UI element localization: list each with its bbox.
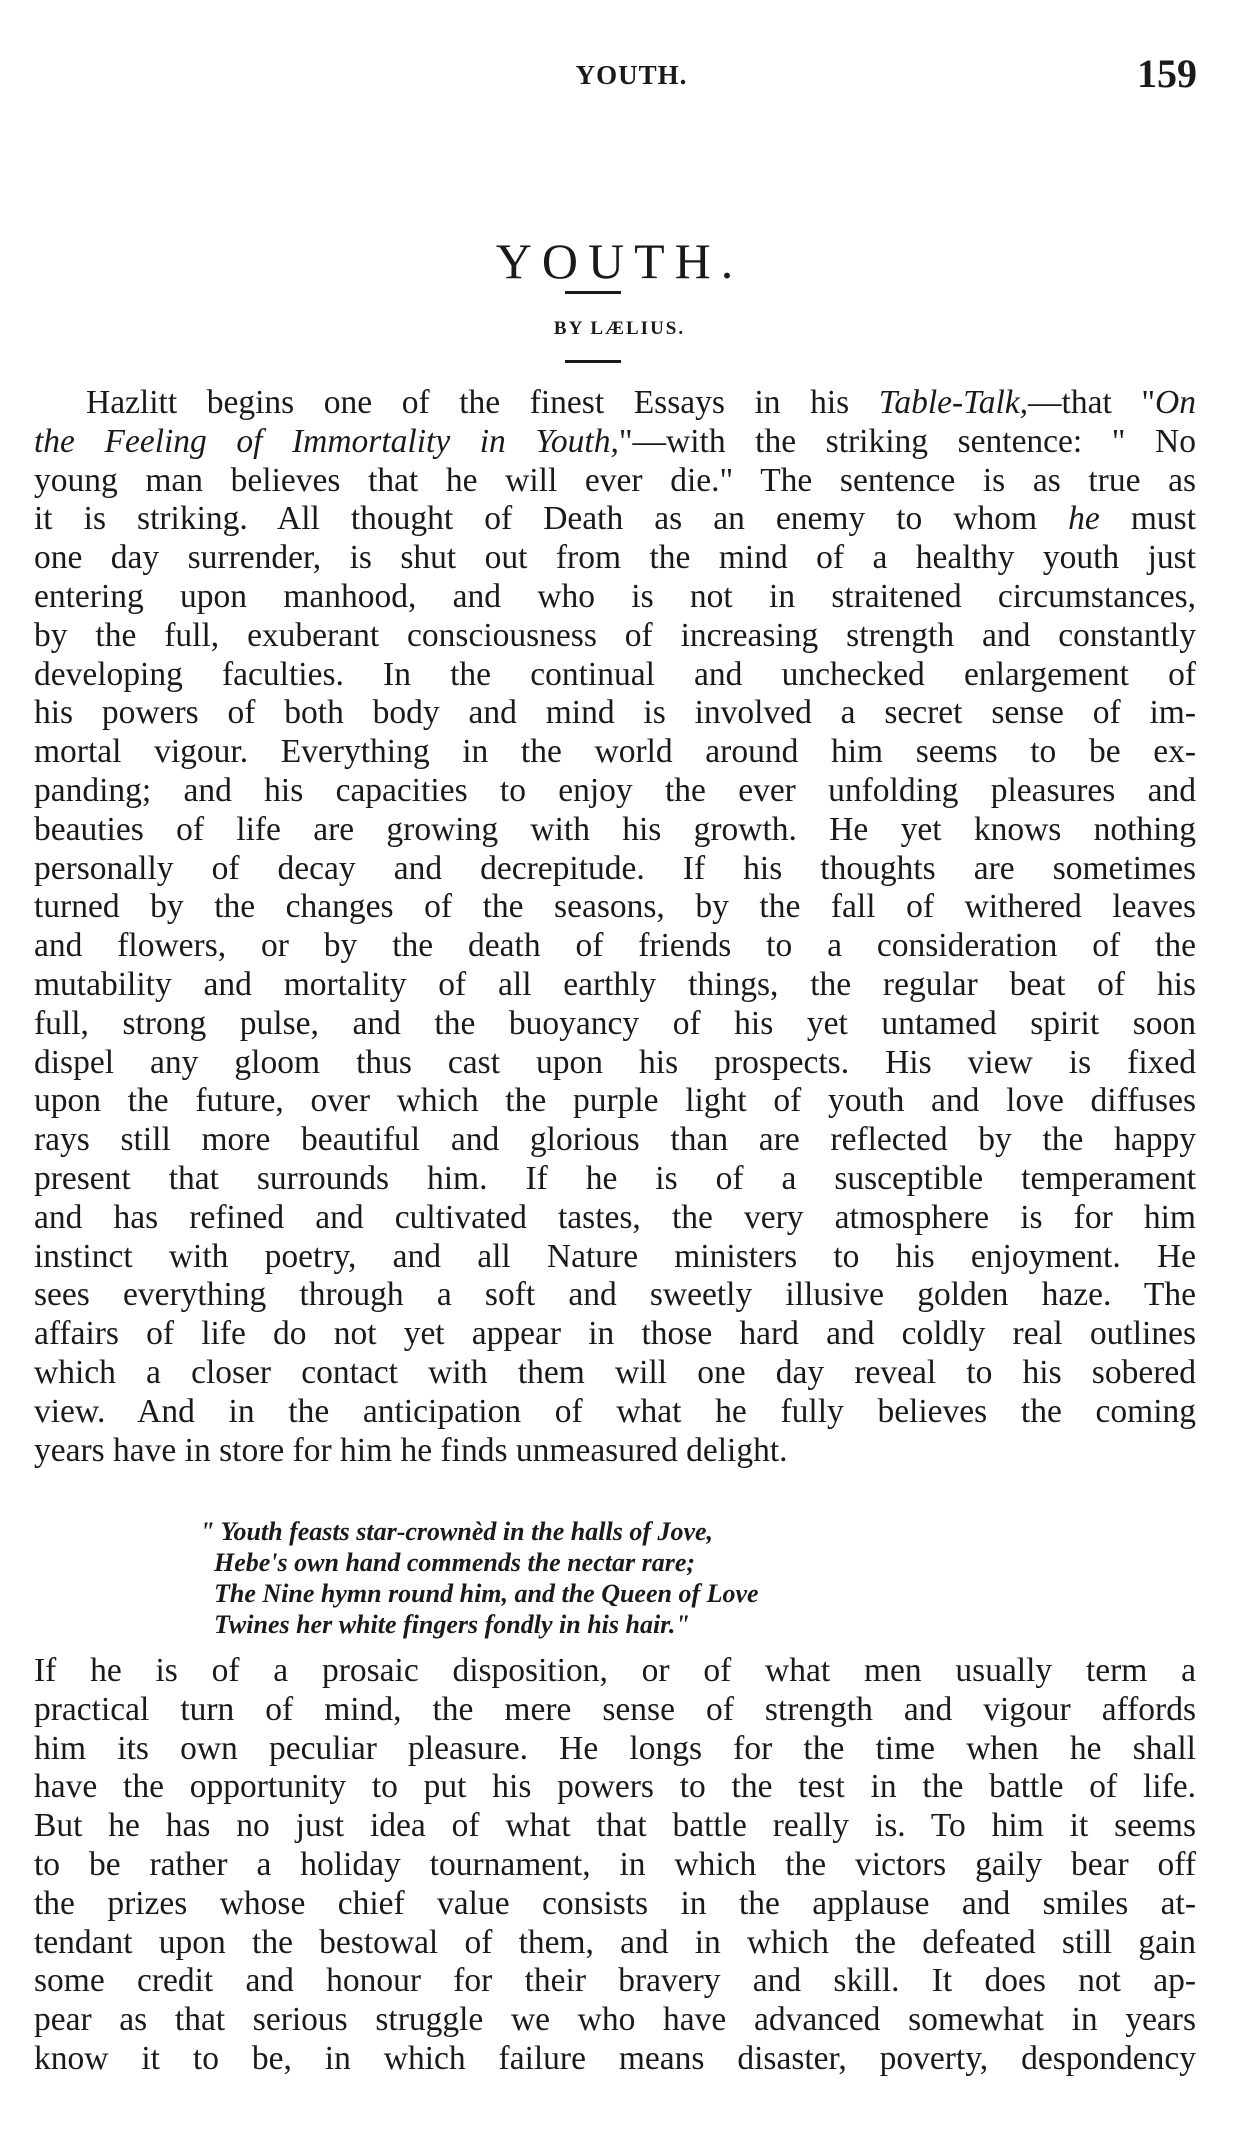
emphasis-italic: he (1068, 500, 1100, 538)
text-line: years have in store for him he finds unmeasured delight. (34, 1431, 788, 1469)
text-line: and flowers, or by the death of friends to a consideration of the (34, 927, 1196, 965)
essay-title-italic: the Feeling of Immortality in Youth, (34, 422, 619, 460)
book-title-italic: Table-Talk, (878, 384, 1029, 421)
text-segment: —that " (1028, 384, 1156, 421)
text-line: view. And in the anticipation of what he fully believes the coming (34, 1392, 1196, 1430)
text-line: pear as that serious struggle we who have advanced somewhat in years (34, 2001, 1196, 2039)
text-segment: Hazlitt begins one of the finest Essays in his (86, 384, 879, 421)
text-line: beauties of life are growing with his growth. He yet knows nothing (34, 810, 1196, 848)
verse-line: Twines her white fingers fondly in his hair." (214, 1610, 690, 1639)
running-head (66, 50, 1197, 100)
text-line: tendant upon the bestowal of them, and in which the defeated still gain (34, 1923, 1196, 1961)
text-segment: "—with the striking sentence: " No (618, 422, 1196, 460)
text-line: which a closer contact with them will one day reveal to his sobered (34, 1353, 1196, 1391)
text-line: If he is of a prosaic disposition, or of what men usually term a (34, 1652, 1196, 1689)
text-line: entering upon manhood, and who is not in straitened circumstances, (34, 577, 1196, 615)
text-line: But he has no just idea of what that battle really is. To him it seems (34, 1807, 1196, 1845)
text-line (34, 500, 1196, 539)
text-line: panding; and his capacities to enjoy the ever unfolding pleasures and (34, 771, 1196, 809)
text-line: mortal vigour. Everything in the world around him seems to be ex- (34, 733, 1196, 771)
text-line: the prizes whose chief value consists in the applause and smiles at- (34, 1884, 1196, 1922)
page-number: 159 (1137, 51, 1197, 96)
running-title: YOUTH. (575, 60, 688, 90)
text-segment: it is striking. All thought of Death as an enemy to whom (34, 500, 1069, 538)
paragraph-1 (34, 384, 1196, 1470)
article-title: YOUTH. (495, 233, 744, 289)
text-line: and has refined and cultivated tastes, the very atmosphere is for him (34, 1198, 1196, 1236)
text-line: have the opportunity to put his powers to the test in the battle of life. (34, 1768, 1196, 1806)
text-line: mutability and mortality of all earthly things, the regular beat of his (34, 965, 1196, 1003)
text-line (34, 423, 1196, 462)
text-line: full, strong pulse, and the buoyancy of his yet untamed spirit soon (34, 1004, 1196, 1042)
text-line: personally of decay and decrepitude. If his thoughts are sometimes (34, 849, 1196, 887)
text-line: his powers of both body and mind is involved a secret sense of im- (34, 694, 1196, 732)
article-byline: BY LÆLIUS. (553, 318, 686, 339)
text-line: affairs of life do not yet appear in those hard and coldly real outlines (34, 1315, 1196, 1353)
text-line: him its own peculiar pleasure. He longs for the time when he shall (34, 1729, 1196, 1767)
verse-quotation (200, 1516, 1100, 1640)
text-line: practical turn of mind, the mere sense of strength and vigour affords (34, 1690, 1196, 1728)
text-line: one day surrender, is shut out from the mind of a healthy youth just (34, 539, 1196, 577)
paragraph-2 (34, 1652, 1196, 2079)
text-line: turned by the changes of the seasons, by the fall of withered leaves (34, 888, 1196, 926)
title-rule-top (565, 291, 621, 294)
text-line: upon the future, over which the purple light of youth and love diffuses (34, 1082, 1196, 1120)
verse-line: The Nine hymn round him, and the Queen of Love (214, 1579, 759, 1608)
text-line: sees everything through a soft and sweetly illusive golden haze. The (34, 1276, 1196, 1314)
text-line: by the full, exuberant consciousness of increasing strength and constantly (34, 616, 1196, 654)
essay-title-italic: On (1155, 384, 1196, 421)
text-line: dispel any gloom thus cast upon his prospects. His view is fixed (34, 1043, 1196, 1081)
verse-line: " Youth feasts star-crownèd in the halls of Jove, (200, 1517, 714, 1546)
text-line: rays still more beautiful and glorious than are reflected by the happy (34, 1121, 1196, 1159)
text-line: developing faculties. In the continual and unchecked enlargement of (34, 655, 1196, 693)
text-segment: must (1099, 500, 1197, 538)
text-line: present that surrounds him. If he is of a susceptible temperament (34, 1159, 1196, 1197)
text-line: young man believes that he will ever die." The sentence is as true as (34, 461, 1196, 499)
verse-line: Hebe's own hand commends the nectar rare; (214, 1548, 696, 1577)
title-rule-bottom (565, 360, 621, 363)
text-line: to be rather a holiday tournament, in which the victors gaily bear off (34, 1845, 1196, 1883)
text-line: instinct with poetry, and all Nature ministers to his enjoyment. He (34, 1237, 1196, 1275)
text-line: know it to be, in which failure means disaster, poverty, despondency (34, 2039, 1196, 2077)
text-line (34, 384, 1196, 423)
text-line: some credit and honour for their bravery and skill. It does not ap- (34, 1962, 1196, 2000)
